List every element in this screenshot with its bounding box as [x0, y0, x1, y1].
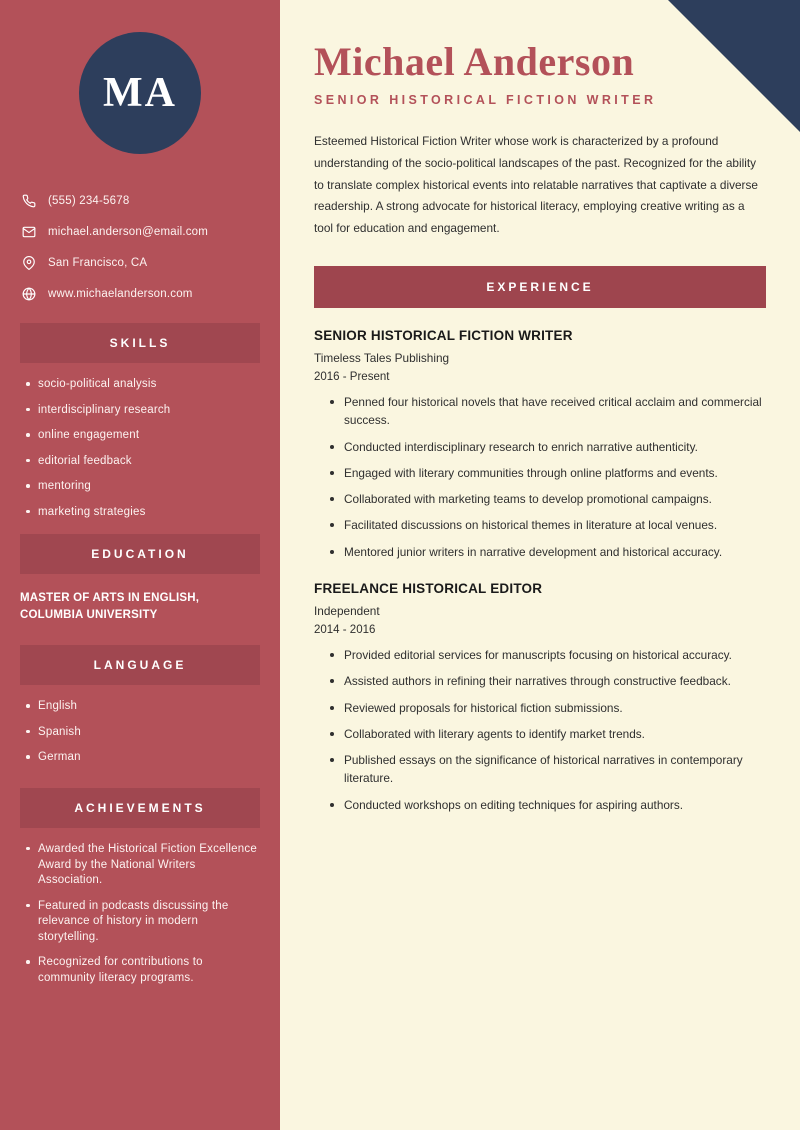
list-item: German [26, 750, 260, 766]
contact-phone-text: (555) 234-5678 [48, 195, 130, 207]
phone-icon [22, 194, 48, 208]
list-item: Conducted workshops on editing techniques for aspiring authors. [330, 796, 766, 814]
list-item: Reviewed proposals for historical fiction submissions. [330, 699, 766, 717]
list-item: Penned four historical novels that have received critical acclaim and commercial success. [330, 393, 766, 430]
list-item: Assisted authors in refining their narratives through constructive feedback. [330, 672, 766, 690]
list-item: Collaborated with marketing teams to develop promotional campaigns. [330, 490, 766, 508]
contact-list [0, 194, 280, 301]
experience-title: SENIOR HISTORICAL FICTION WRITER [314, 328, 573, 344]
skills-list [0, 377, 280, 520]
envelope-icon [22, 225, 48, 239]
list-item: Featured in podcasts discussing the relevance of history in modern storytelling. [26, 899, 260, 946]
avatar-wrapper [0, 0, 280, 154]
list-item: Conducted interdisciplinary research to enrich narrative authenticity. [330, 438, 766, 456]
experience-bullets [314, 646, 766, 814]
experience-company: Independent [314, 604, 380, 619]
list-item: marketing strategies [26, 505, 260, 521]
experience-entry [314, 581, 766, 814]
experience-heading: EXPERIENCE [314, 266, 766, 308]
list-item: Recognized for contributions to community literacy programs. [26, 955, 260, 986]
contact-phone [22, 194, 258, 208]
list-item: English [26, 699, 260, 715]
list-item: mentoring [26, 479, 260, 495]
list-item: Awarded the Historical Fiction Excellence Award by the National Writers Association. [26, 842, 260, 889]
list-item: Provided editorial services for manuscripts focusing on historical accuracy. [330, 646, 766, 664]
globe-icon [22, 287, 48, 301]
list-item: Mentored junior writers in narrative development and historical accuracy. [330, 543, 766, 561]
profile-summary: Esteemed Historical Fiction Writer whose work is characterized by a profound understanding of the socio-political landscapes of the past. Recognized for the ability to translate complex historical events into relatable narratives that captivate a diverse readership. A strong advocate for historical literacy, employing creative writing as a tool for education and engagement. [314, 134, 758, 236]
experience-title: FREELANCE HISTORICAL EDITOR [314, 581, 543, 597]
list-item: editorial feedback [26, 454, 260, 470]
experience-dates: 2014 - 2016 [314, 624, 376, 637]
list-item: Engaged with literary communities through online platforms and events. [330, 464, 766, 482]
contact-email-text: michael.anderson@email.com [48, 226, 209, 238]
list-item: interdisciplinary research [26, 403, 260, 419]
list-item: Published essays on the significance of historical narratives in contemporary literature. [330, 751, 766, 788]
contact-location-text: San Francisco, CA [48, 257, 148, 269]
language-list [0, 699, 280, 766]
experience-company: Timeless Tales Publishing [314, 351, 450, 366]
list-item: Facilitated discussions on historical themes in literature at local venues. [330, 516, 766, 534]
achievements-heading: ACHIEVEMENTS [20, 788, 260, 828]
list-item: online engagement [26, 428, 260, 444]
language-heading: LANGUAGE [20, 645, 260, 685]
job-role-subtitle: SENIOR HISTORICAL FICTION WRITER [314, 93, 657, 107]
contact-email [22, 225, 258, 239]
experience-entry [314, 328, 766, 561]
sidebar [0, 0, 280, 1130]
achievements-list [0, 842, 280, 986]
avatar: MA [79, 32, 201, 154]
contact-website-text: www.michaelanderson.com [48, 288, 193, 300]
list-item: Spanish [26, 725, 260, 741]
page-title: Michael Anderson [314, 39, 635, 84]
list-item: socio-political analysis [26, 377, 260, 393]
contact-website [22, 287, 258, 301]
skills-heading: SKILLS [20, 323, 260, 363]
list-item: Collaborated with literary agents to identify market trends. [330, 725, 766, 743]
experience-bullets [314, 393, 766, 561]
education-degree: MASTER OF ARTS IN ENGLISH, COLUMBIA UNIVERSITY [20, 592, 200, 621]
experience-dates: 2016 - Present [314, 371, 390, 384]
main-content [280, 0, 800, 1130]
contact-location [22, 256, 258, 270]
location-pin-icon [22, 256, 48, 270]
education-heading: EDUCATION [20, 534, 260, 574]
